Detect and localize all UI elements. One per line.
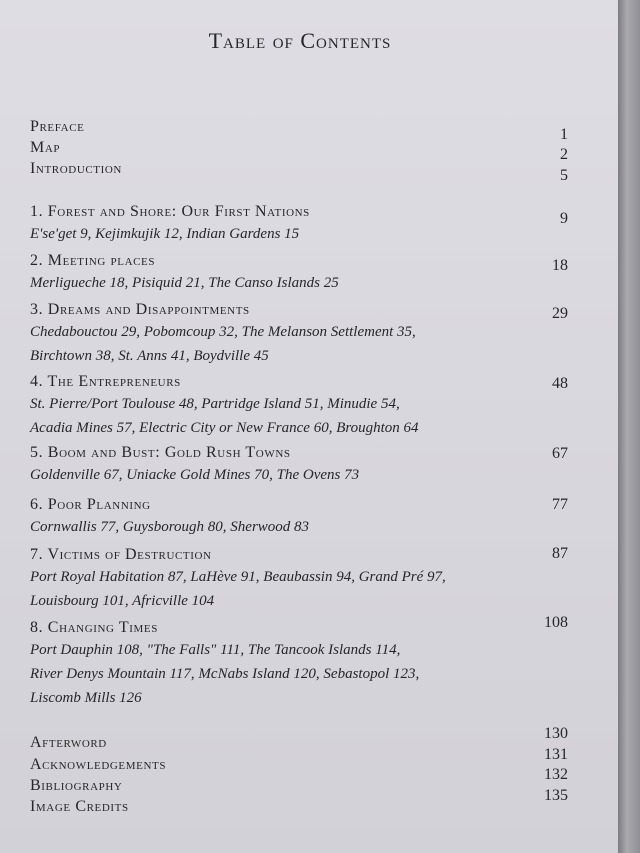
chapter-2-title: 2. Meeting places xyxy=(30,252,156,269)
front-item-map: Map xyxy=(30,139,61,156)
chapter-4-page: 48 xyxy=(552,375,568,392)
chapter-6-places: Cornwallis 77, Guysborough 80, Sherwood 83 xyxy=(30,519,310,535)
chapter-3-places: Chedabouctou 29, Pobomcoup 32, The Melanson Settlement 35, Birchtown 38, St. Anns 41, Boydville 45 xyxy=(30,324,416,364)
chapter-1-places: E'se'get 9, Kejimkujik 12, Indian Gardens 15 xyxy=(30,226,300,242)
chapter-4-title: 4. The Entrepreneurs xyxy=(30,373,181,390)
front-page-preface: 1 xyxy=(560,126,568,143)
chapter-3-title: 3. Dreams and Disappointments xyxy=(30,301,250,318)
chapter-2-places: Merligueche 18, Pisiquid 21, The Canso Islands 25 xyxy=(30,275,339,291)
chapter-8-places: Port Dauphin 108, "The Falls" 111, The Tancook Islands 114, River Denys Mountain 117, McNabs Island 120, Sebastopol 123, Liscomb Mills 126 xyxy=(30,642,420,706)
chapter-4-places: St. Pierre/Port Toulouse 48, Partridge Island 51, Minudie 54, Acadia Mines 57, Electric City or New France 60, Broughton 64 xyxy=(30,396,419,436)
chapter-7-page: 87 xyxy=(552,545,568,562)
back-page-image-credits: 135 xyxy=(544,787,568,804)
chapter-8-page: 108 xyxy=(544,614,568,631)
chapter-3-page: 29 xyxy=(552,305,568,322)
back-item-image-credits: Image Credits xyxy=(30,798,129,815)
back-item-acknowledgements: Acknowledgements xyxy=(30,756,167,773)
front-page-map: 2 xyxy=(560,146,568,163)
chapter-6-page: 77 xyxy=(552,496,568,513)
chapter-5-page: 67 xyxy=(552,445,568,462)
back-item-bibliography: Bibliography xyxy=(30,777,123,794)
chapter-7-places: Port Royal Habitation 87, LaHève 91, Beaubassin 94, Grand Pré 97, Louisbourg 101, Africville 104 xyxy=(30,569,446,609)
chapter-6-title: 6. Poor Planning xyxy=(30,496,151,513)
page-edge-shadow xyxy=(618,0,640,853)
front-item-preface: Preface xyxy=(30,118,85,135)
chapter-7-title: 7. Victims of Destruction xyxy=(30,546,212,563)
back-item-afterword: Afterword xyxy=(30,734,107,751)
front-page-introduction: 5 xyxy=(560,167,568,184)
back-page-bibliography: 132 xyxy=(544,766,568,783)
chapter-1-title: 1. Forest and Shore: Our First Nations xyxy=(30,203,310,220)
chapter-1-page: 9 xyxy=(560,210,568,227)
back-page-acknowledgements: 131 xyxy=(544,746,568,763)
page-title: Table of Contents xyxy=(208,28,392,53)
back-page-afterword: 130 xyxy=(544,725,568,742)
chapter-2-page: 18 xyxy=(552,257,568,274)
front-item-introduction: Introduction xyxy=(30,160,122,177)
chapter-8-title: 8. Changing Times xyxy=(30,619,158,636)
chapter-5-title: 5. Boom and Bust: Gold Rush Towns xyxy=(30,444,291,461)
chapter-5-places: Goldenville 67, Uniacke Gold Mines 70, The Ovens 73 xyxy=(30,467,360,483)
